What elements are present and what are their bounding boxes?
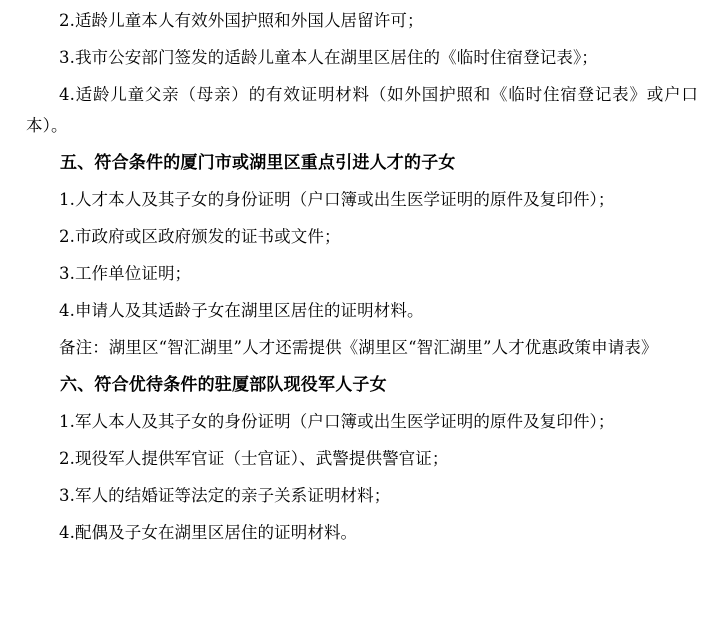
list-item: 2.现役军人提供军官证（士官证）、武警提供警官证； xyxy=(59,448,449,468)
list-item: 3.我市公安部门签发的适龄儿童本人在湖里区居住的《临时住宿登记表》； xyxy=(59,48,598,67)
list-item: 3.工作单位证明； xyxy=(59,263,192,283)
note-item: 备注：湖里区“智汇湖里”人才还需提供《湖里区“智汇湖里”人才优惠政策申请表》 xyxy=(59,337,658,357)
section-heading-six: 六、符合优待条件的驻厦部队现役军人子女 xyxy=(60,374,387,395)
list-item: 4.适龄儿童父亲（母亲）的有效证明材料（如外国护照和《临时住宿登记表》或户口本）。 xyxy=(26,85,698,135)
document-body xyxy=(26,6,698,548)
list-item: 4.申请人及其适龄子女在湖里区居住的证明材料。 xyxy=(59,300,424,320)
list-item: 1.军人本人及其子女的身份证明（户口簿或出生医学证明的原件及复印件）； xyxy=(59,411,615,431)
list-item: 4.配偶及子女在湖里区居住的证明材料。 xyxy=(59,522,358,542)
section-heading-five: 五、符合条件的厦门市或湖里区重点引进人才的子女 xyxy=(60,152,456,173)
list-item: 3.军人的结婚证等法定的亲子关系证明材料； xyxy=(59,485,391,505)
list-item: 2.适龄儿童本人有效外国护照和外国人居留许可； xyxy=(59,11,424,30)
list-item: 2.市政府或区政府颁发的证书或文件； xyxy=(59,226,341,246)
list-item: 1.人才本人及其子女的身份证明（户口簿或出生医学证明的原件及复印件）； xyxy=(59,189,615,209)
